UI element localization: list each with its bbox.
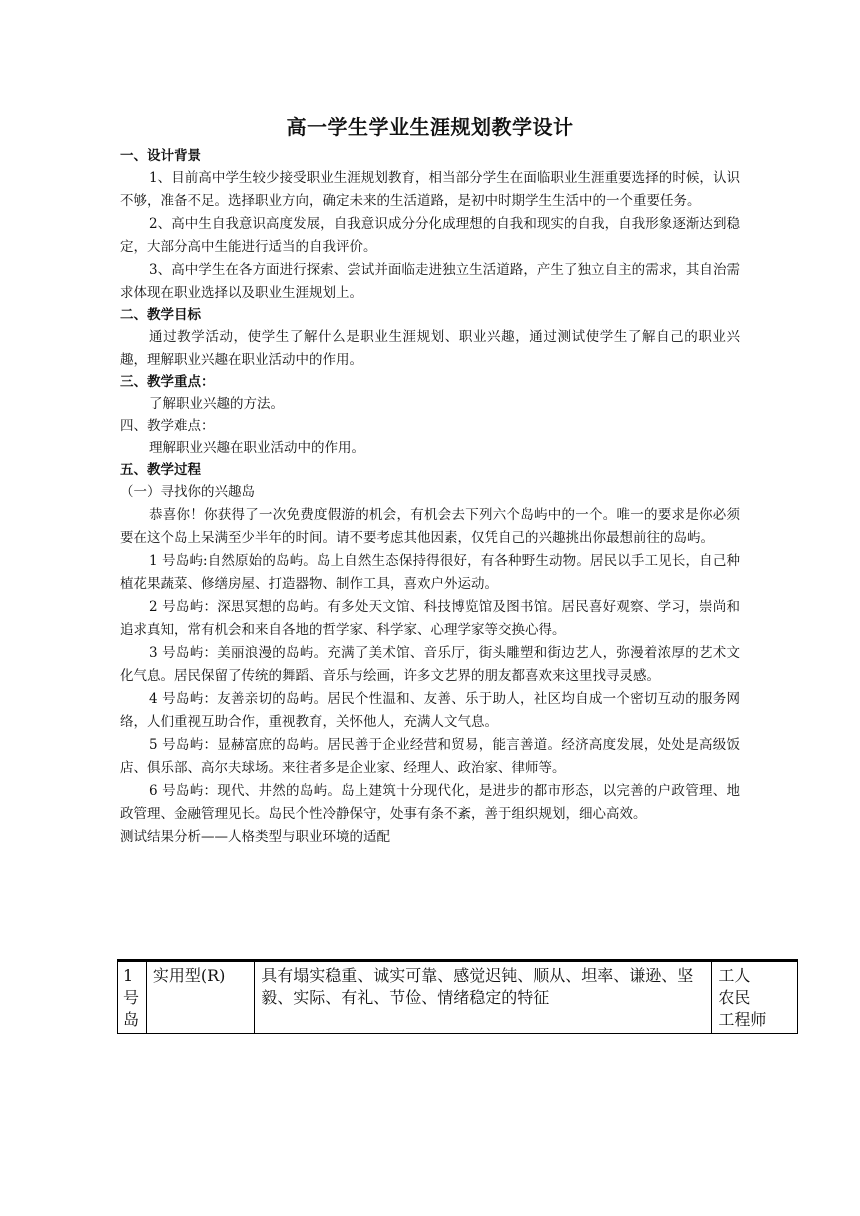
document-title: 高一学生学业生涯规划教学设计 — [286, 115, 574, 139]
island-number-char-3: 岛 — [123, 1010, 140, 1029]
section-heading-background: 一、设计背景 — [120, 148, 201, 164]
island-number-char-1: 1 — [123, 966, 134, 985]
section-heading-key-point: 三、教学重点： — [120, 374, 215, 390]
occupation-item-2: 农民 — [718, 988, 751, 1007]
trait-description-cell: 具有塌实稳重、诚实可靠、感觉迟钝、顺从、坦率、谦逊、坚毅、实际、有礼、节俭、情绪稳定的特征 — [255, 961, 712, 1034]
background-paragraph-1: 1、目前高中学生较少接受职业生涯规划教育，相当部分学生在面临职业生涯重要选择的时候，认识不够，准备不足。选择职业方向，确定未来的生活道路，是初中时期学生生活中的一个重要任务。 — [120, 170, 740, 209]
occupation-item-3: 工程师 — [718, 1010, 767, 1029]
goals-paragraph: 通过教学活动，使学生了解什么是职业生涯规划、职业兴趣，通过测试使学生了解自己的职业兴趣，理解职业兴趣在职业活动中的作用。 — [120, 329, 740, 368]
section-heading-difficulty: 四、教学难点： — [120, 418, 215, 434]
island-6-description: 6 号岛屿：现代、井然的岛屿。岛上建筑十分现代化，是进步的都市形态，以完善的户政管理、地政管理、金融管理见长。岛民个性冷静保守，处事有条不紊，善于组织规划，细心高效。 — [120, 783, 740, 822]
background-paragraph-3: 3、高中学生在各方面进行探索、尝试并面临走进独立生活道路，产生了独立自主的需求，其自治需求体现在职业选择以及职业生涯规划上。 — [120, 262, 740, 301]
process-subheading: （一）寻找你的兴趣岛 — [120, 484, 255, 500]
occupation-cell — [712, 961, 798, 1034]
background-paragraph-2: 2、高中生自我意识高度发展，自我意识成分分化成理想的自我和现实的自我，自我形象逐渐达到稳定，大部分高中生能进行适当的自我评价。 — [120, 216, 740, 255]
island-5-description: 5 号岛屿：显赫富庶的岛屿。居民善于企业经营和贸易，能言善道。经济高度发展，处处是高级饭店、俱乐部、高尔夫球场。来往者多是企业家、经理人、政治家、律师等。 — [120, 737, 740, 776]
table-row — [118, 961, 798, 1034]
document-page — [120, 112, 740, 849]
island-2-description: 2 号岛屿：深思冥想的岛屿。有多处天文馆、科技博览馆及图书馆。居民喜好观察、学习，崇尚和追求真知，常有机会和来自各地的哲学家、科学家、心理学家等交换心得。 — [120, 599, 740, 638]
key-point-paragraph: 了解职业兴趣的方法。 — [149, 396, 285, 412]
process-intro: 恭喜你！你获得了一次免费度假游的机会，有机会去下列六个岛屿中的一个。唯一的要求是你必须要在这个岛上呆满至少半年的时间。请不要考虑其他因素，仅凭自己的兴趣挑出你最想前往的岛屿。 — [120, 507, 740, 546]
difficulty-paragraph: 理解职业兴趣在职业活动中的作用。 — [149, 440, 366, 456]
island-4-description: 4 号岛屿：友善亲切的岛屿。居民个性温和、友善、乐于助人，社区均自成一个密切互动的服务网络，人们重视互助合作，重视教育，关怀他人，充满人文气息。 — [120, 691, 740, 730]
analysis-title: 测试结果分析——人格类型与职业环境的适配 — [120, 829, 390, 845]
island-number-cell — [118, 961, 147, 1034]
island-1-description: 1 号岛屿:自然原始的岛屿。岛上自然生态保持得很好，有各种野生动物。居民以手工见长，自己种植花果蔬菜、修缮房屋、打造器物、制作工具，喜欢户外运动。 — [120, 553, 740, 592]
island-number-char-2: 号 — [123, 988, 140, 1007]
section-heading-process: 五、教学过程 — [120, 462, 201, 478]
personality-type-cell: 实用型(R) — [146, 961, 254, 1034]
occupation-item-1: 工人 — [718, 966, 751, 985]
section-heading-goals: 二、教学目标 — [120, 307, 201, 323]
island-3-description: 3 号岛屿：美丽浪漫的岛屿。充满了美术馆、音乐厅，街头雕塑和街边艺人，弥漫着浓厚的艺术文化气息。居民保留了传统的舞蹈、音乐与绘画，许多文艺界的朋友都喜欢来这里找寻灵感。 — [120, 645, 740, 684]
personality-type-table — [117, 959, 798, 1034]
